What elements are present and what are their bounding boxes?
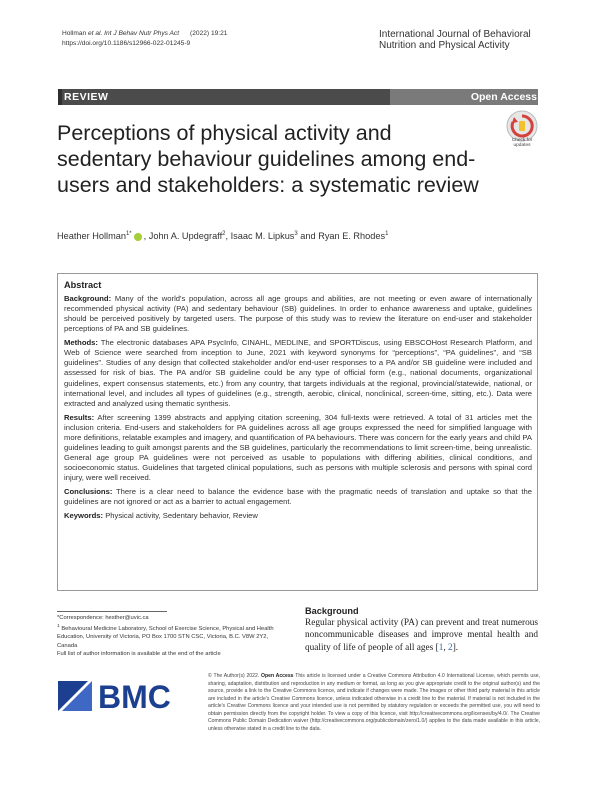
citation-journal: et al. Int J Behav Nutr Phys Act xyxy=(88,30,180,37)
background-paragraph xyxy=(305,617,538,654)
article-title: Perceptions of physical activity and sedentary behaviour guidelines among end-users and stakeholders: a systematic review xyxy=(57,121,479,197)
author-separator: , xyxy=(225,231,231,242)
bmc-logo xyxy=(58,673,198,715)
background-heading: Background xyxy=(305,606,359,616)
orcid-icon[interactable] xyxy=(134,233,142,241)
author-name[interactable]: John A. Updegraff xyxy=(148,231,223,242)
footnotes xyxy=(57,614,285,659)
license-text: This article is licensed under a Creative Commons Attribution 4.0 International License, which permits use, sharing, adaptation, distribution and reproduction in any medium or format, as long as you give appropriate credit to the original author(s) and the source, provide a link to the Creative Commons licence, and indicate if changes were made. The images or other third party material in this article are included in the article's Creative Commons licence, unless indicated otherwise in a credit line to the material. If material is not included in the article's Creative Commons licence and your intended use is not permitted by statutory regulation or exceeds the permitted use, you will need to obtain permission directly from the copyright holder. To view a copy of this licence, visit http://creativecommons.org/licenses/by/4.0/. The Creative Commons Public Domain Dedication waiver (http://creativecommons.org/publicdomain/zero/1.0/) applies to the data made available in this article, unless otherwise stated in a credit line to the data. xyxy=(208,673,540,732)
section-text: Physical activity, Sedentary behavior, Review xyxy=(105,510,258,520)
section-text: There is a clear need to balance the evidence base with the pragmatic needs of translation and uptake so that the guidelines are not ignored or act as a barrier to actual engagement. xyxy=(64,486,532,507)
abstract-body xyxy=(64,294,532,524)
abstract-background xyxy=(64,294,532,335)
citation-author: Hollman xyxy=(62,30,87,37)
abstract-results xyxy=(64,413,532,484)
badge-line1: Check for xyxy=(511,138,533,143)
badge-line2: updates xyxy=(513,143,531,148)
author-name[interactable]: Heather Hollman xyxy=(57,231,126,242)
author-list xyxy=(57,231,388,241)
section-label: Keywords: xyxy=(64,510,104,520)
author-name[interactable]: Isaac M. Lipkus xyxy=(230,231,295,242)
article-type-label: REVIEW xyxy=(64,91,109,103)
ref-separator: , xyxy=(443,642,449,653)
doi-link[interactable]: https://doi.org/10.1186/s12966-022-01245-9 xyxy=(62,39,191,47)
abstract-conclusions xyxy=(64,487,532,507)
section-label: Background: xyxy=(64,294,112,303)
bmc-logo-text: BMC xyxy=(98,679,171,715)
author-and: and xyxy=(297,231,319,242)
open-access-label: Open Access xyxy=(470,91,537,103)
citation-link[interactable]: 1 xyxy=(438,642,444,653)
abstract-methods xyxy=(64,338,532,409)
author-name[interactable]: Ryan E. Rhodes xyxy=(318,231,386,242)
journal-name-line2: Nutrition and Physical Activity xyxy=(379,40,510,51)
affiliation xyxy=(57,623,285,651)
affiliation-sup: 1 xyxy=(57,623,60,629)
correspondence[interactable]: *Correspondence: hesther@uvic.ca xyxy=(57,615,149,621)
author-separator: , xyxy=(143,231,149,242)
section-text: After screening 1399 abstracts and applying citation screening, 304 full-texts were retrieved. A total of 31 articles met the inclusion criteria. End-users and stakeholders for PA guidelines across all age groups expressed the need for simplified language with more definitions, relatable examples and imagery, and quantification of PA behaviours. There was concern for the early years and child PA guidelines leading to guilt amongst parents and the SB guidelines, particularly the recommendations to limit screen-time, being unrealistic. General age group PA guidelines were not perceived as usable to populations with differing abilities, clinical conditions, and socioeconomic status. Guidelines that targeted clinical populations, such as persons with multiple sclerosis and persons with spinal cord injury, were well received. xyxy=(64,412,533,483)
citation-link[interactable]: 2 xyxy=(448,642,453,653)
affiliation-text: Behavioural Medicine Laboratory, School of Exercise Science, Physical and Health Education, University of Victoria, PO Box 1700 STN CSC, Victoria, B.C. V8W 2Y2, Canada xyxy=(57,625,274,649)
author-sup: 1* xyxy=(125,231,132,237)
abstract-keywords xyxy=(64,511,532,521)
journal-name xyxy=(379,29,539,51)
background-text: Regular physical activity (PA) can prevent and treat numerous noncommunicable diseases and improve mental health and quality of life of people of all ages [ xyxy=(305,618,538,653)
license-statement xyxy=(208,673,540,733)
section-text: Many of the world's population, across all age groups and abilities, are not meeting or even aware of internationally recommended physical activity (PA) and sedentary behaviour (SB) guidelines. In order to enhance awareness and uptake, guidelines should be perceived positively by targeted users. The purpose of this study was to review the literature on end-user and stakeholder perceptions of PA and SB guidelines. xyxy=(64,294,532,334)
license-lead: © The Author(s) 2022. xyxy=(208,673,260,679)
section-text: The electronic databases APA PsycInfo, CINAHL, MEDLINE, and SPORTDiscus, using EBSCOHost Research Platform, and Web of Science were searched from inception to June, 2021 with keyword synonyms for “perceptions”, “PA guidelines”, and “SB guidelines”. Studies of any design that collected stakeholder and/or end-user responses to a PA and/or SB guideline were included and assessed for risk of bias. The PA and/or SB guideline could be any type of official form (e.g., national documents, organizational guidelines, expert consensus statements, etc.) from any country, that targets individuals at the regional, provincial/statewide, national, or international level, and includes all types of guidelines (e.g., strength, aerobic, clinical, nonclinical, screen-time, sitting, etc.). Data were extracted and analyzed using thematic synthesis. xyxy=(64,338,532,408)
section-label: Methods: xyxy=(64,338,98,348)
abstract-heading: Abstract xyxy=(64,280,102,290)
author-sup: 2 xyxy=(222,231,226,237)
citation-year: (2022) 19:21 xyxy=(190,30,228,37)
footnote-divider xyxy=(57,611,167,612)
ref-tail: ]. xyxy=(452,642,459,653)
running-header xyxy=(62,29,227,48)
section-label: Conclusions: xyxy=(64,486,113,496)
full-list-note: Full list of author information is available at the end of the article xyxy=(57,651,221,658)
license-open-access: Open Access xyxy=(261,673,294,679)
check-for-updates-label xyxy=(502,138,542,148)
section-label: Results: xyxy=(64,412,95,422)
journal-name-line1: International Journal of Behavioral xyxy=(379,29,531,40)
banner-accent xyxy=(58,89,62,105)
author-sup: 1 xyxy=(385,231,389,237)
author-sup: 3 xyxy=(294,231,298,237)
